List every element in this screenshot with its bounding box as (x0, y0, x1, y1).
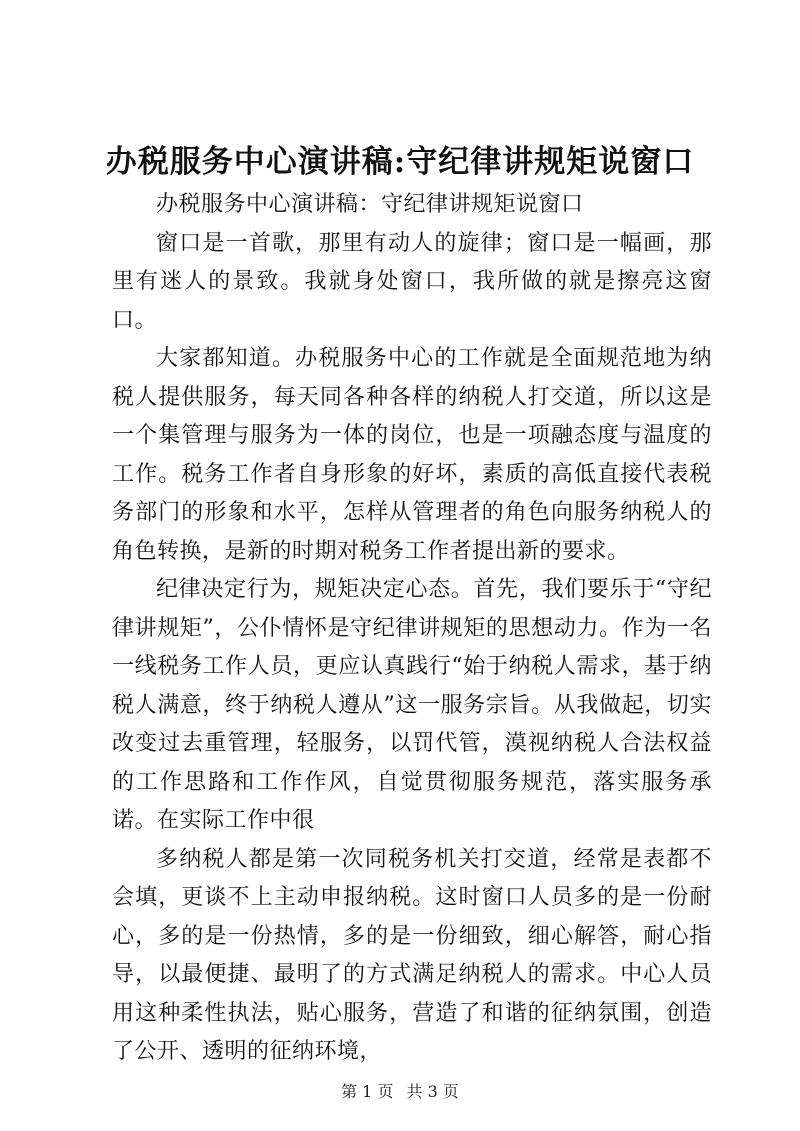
page-total: 共 3 页 (406, 1082, 459, 1101)
paragraph-discipline-rules: 纪律决定行为，规矩决定心态。首先，我们要乐于“守纪律讲规矩”，公仆情怀是守纪律讲规矩的思想动力。作为一名一线税务工作人员，更应认真践行“始于纳税人需求，基于纳税人满意，终于纳税人遵从”这一服务宗旨。从我做起，切实改变过去重管理，轻服务，以罚代管，漠视纳税人合法权益的工作思路和工作作风，自觉贯彻服务规范，落实服务承诺。在实际工作中很 (112, 577, 712, 833)
paragraph-subtitle: 办税服务中心演讲稿：守纪律讲规矩说窗口 (156, 192, 584, 217)
paragraph-service-center-role: 大家都知道。办税服务中心的工作就是全面规范地为纳税人提供服务，每天同各种各样的纳税人打交道，所以这是一个集管理与服务为一体的岗位，也是一项融态度与温度的工作。税务工作者自身形象的好坏，素质的高低直接代表税务部门的形象和水平，怎样从管理者的角色向服务纳税人的角色转换，是新的时期对税务工作者提出新的要求。 (112, 346, 712, 564)
paragraph-window-metaphor: 窗口是一首歌，那里有动人的旋律；窗口是一幅画，那里有迷人的景致。我就身处窗口，我所做的就是擦亮这窗口。 (112, 230, 712, 333)
paragraph-taxpayer-service: 多纳税人都是第一次同税务机关打交道，经常是表都不会填，更谈不上主动申报纳税。这时窗口人员多的是一份耐心，多的是一份热情，多的是一份细致，细心解答，耐心指导，以最便捷、最明了的方式满足纳税人的需求。中心人员用这种柔性执法，贴心服务，营造了和谐的征纳氛围，创造了公开、透明的征纳环境， (112, 846, 712, 1064)
page-title: 办税服务中心演讲稿:守纪律讲规矩说窗口 (105, 144, 695, 180)
document-body (112, 186, 712, 1072)
page-number: 第 1 页 (341, 1082, 394, 1101)
page-footer (0, 1082, 800, 1102)
